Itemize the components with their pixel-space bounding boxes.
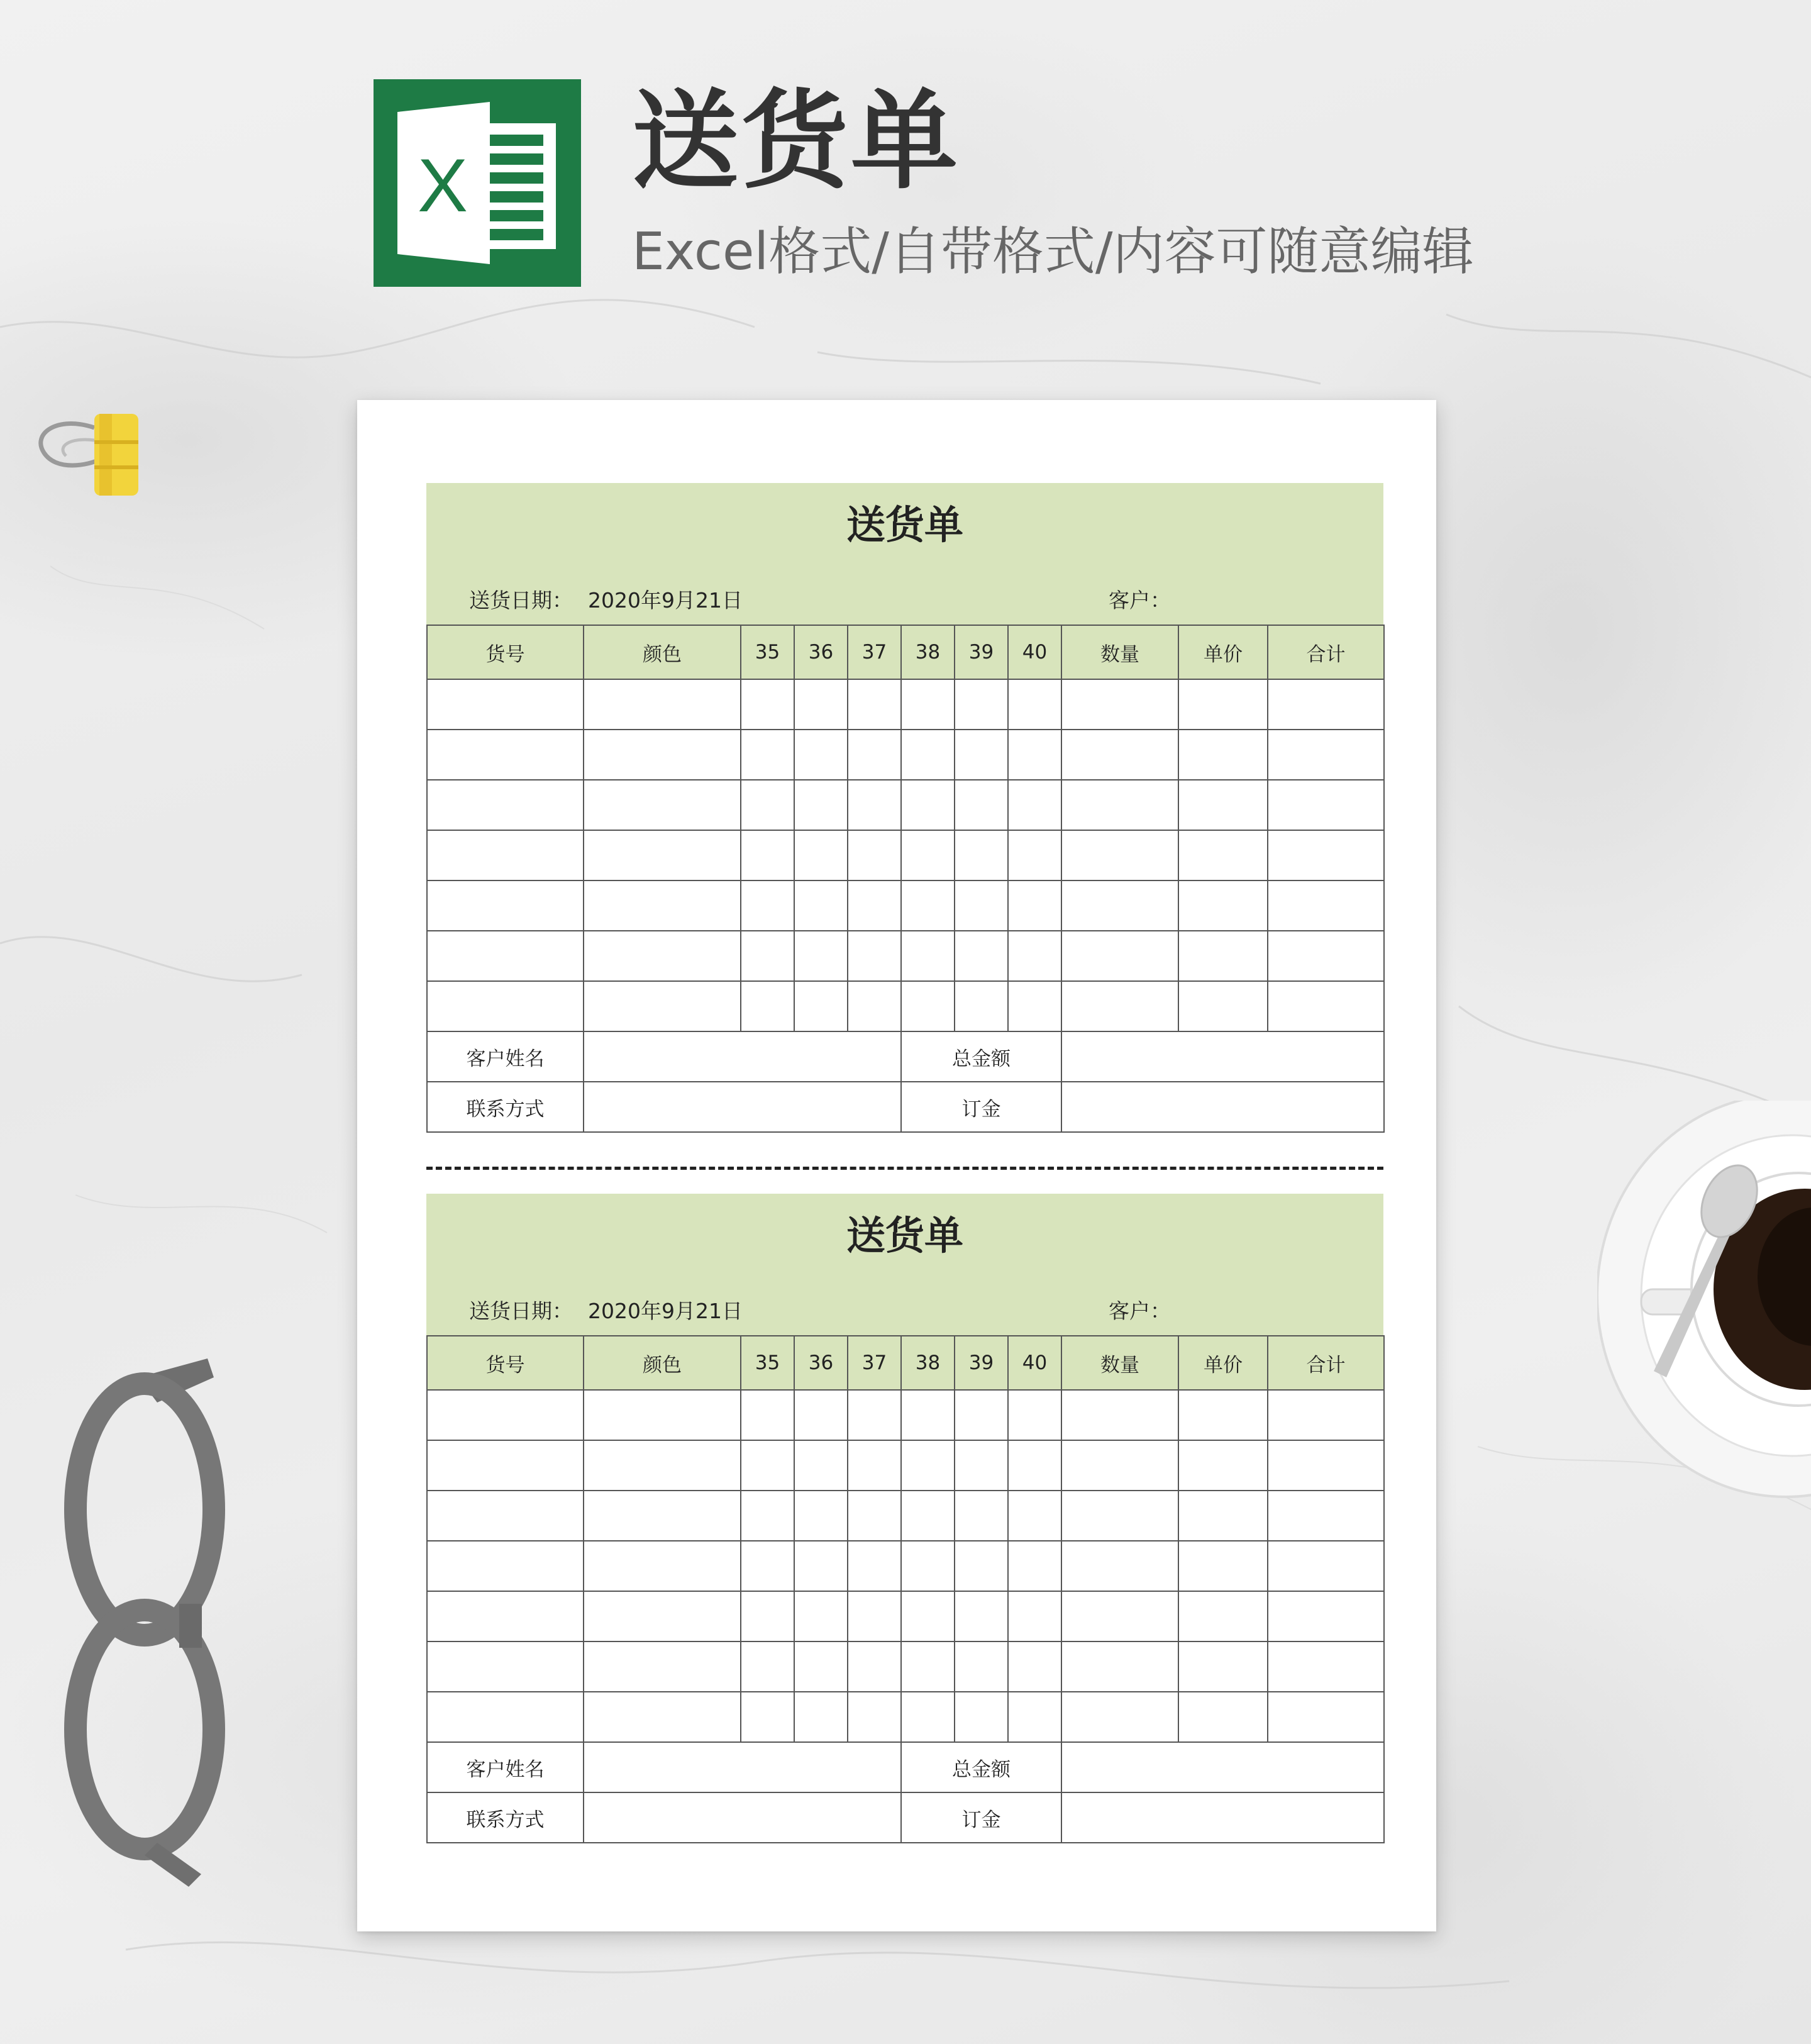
table-cell[interactable]: [427, 1591, 584, 1641]
table-cell[interactable]: [1061, 730, 1178, 780]
col-header: 货号: [427, 625, 584, 679]
table-row: [427, 1591, 1384, 1641]
table-cell[interactable]: [1008, 1641, 1061, 1692]
page-subtitle: Excel格式/自带格式/内容可随意编辑: [632, 222, 1474, 282]
table-cell[interactable]: [427, 1440, 584, 1491]
table-cell[interactable]: [584, 679, 741, 730]
table-cell[interactable]: [1268, 1641, 1384, 1692]
table-cell[interactable]: [584, 1541, 741, 1591]
deposit-cell[interactable]: [1061, 1792, 1384, 1843]
table-cell[interactable]: [1008, 1440, 1061, 1491]
delivery-form-1: [426, 483, 1383, 1133]
table-row: [427, 1390, 1384, 1440]
table-body: [427, 679, 1384, 1031]
table-cell[interactable]: [427, 931, 584, 981]
table-header-row: [427, 1336, 1384, 1390]
customer-name-cell[interactable]: [584, 1031, 901, 1082]
table-cell[interactable]: [848, 730, 901, 780]
table-cell[interactable]: [955, 830, 1008, 880]
table-cell[interactable]: [1178, 1591, 1268, 1641]
table-cell[interactable]: [1008, 679, 1061, 730]
date-value[interactable]: 2020年9月21日: [588, 1299, 743, 1323]
table-cell[interactable]: [794, 1641, 848, 1692]
table-cell[interactable]: [1061, 830, 1178, 880]
table-cell[interactable]: [1268, 780, 1384, 830]
table-cell[interactable]: [741, 880, 794, 931]
table-cell[interactable]: [1178, 679, 1268, 730]
table-cell[interactable]: [427, 981, 584, 1031]
table-cell[interactable]: [955, 1692, 1008, 1742]
table-cell[interactable]: [1008, 981, 1061, 1031]
table-cell[interactable]: [901, 1440, 955, 1491]
deposit-cell[interactable]: [1061, 1082, 1384, 1132]
table-cell[interactable]: [1178, 730, 1268, 780]
table-cell[interactable]: [955, 1641, 1008, 1692]
table-cell[interactable]: [901, 1491, 955, 1541]
table-cell[interactable]: [1061, 1491, 1178, 1541]
table-cell[interactable]: [741, 1440, 794, 1491]
col-header: 单价: [1178, 625, 1268, 679]
table-cell[interactable]: [741, 730, 794, 780]
col-header: 数量: [1061, 625, 1178, 679]
col-header: 合计: [1268, 1336, 1384, 1390]
table-cell[interactable]: [1268, 1692, 1384, 1742]
table-cell[interactable]: [1178, 1541, 1268, 1591]
table-cell[interactable]: [901, 1641, 955, 1692]
deposit-label: 订金: [901, 1792, 1061, 1843]
col-header: 数量: [1061, 1336, 1178, 1390]
cut-line-divider: [426, 1167, 1383, 1170]
table-cell[interactable]: [794, 931, 848, 981]
table-cell[interactable]: [848, 780, 901, 830]
table-cell[interactable]: [848, 1541, 901, 1591]
table-cell[interactable]: [794, 830, 848, 880]
customer-label: 客户：: [1109, 1299, 1171, 1323]
table-cell[interactable]: [1268, 830, 1384, 880]
table-cell[interactable]: [741, 1591, 794, 1641]
table-cell[interactable]: [901, 1390, 955, 1440]
total-amount-label: 总金额: [901, 1742, 1061, 1792]
excel-logo-letter: X: [417, 143, 468, 228]
footer-row-customer: [427, 1031, 1384, 1082]
col-header: 39: [955, 625, 1008, 679]
table-cell[interactable]: [1008, 830, 1061, 880]
table-cell[interactable]: [1061, 880, 1178, 931]
table-cell[interactable]: [848, 1641, 901, 1692]
table-cell[interactable]: [1268, 981, 1384, 1031]
table-cell[interactable]: [741, 1390, 794, 1440]
table-cell[interactable]: [1178, 981, 1268, 1031]
table-cell[interactable]: [584, 1641, 741, 1692]
footer-row-contact: [427, 1792, 1384, 1843]
table-cell[interactable]: [1178, 880, 1268, 931]
table-cell[interactable]: [584, 1440, 741, 1491]
table-cell[interactable]: [848, 931, 901, 981]
table-row: [427, 1692, 1384, 1742]
total-amount-cell[interactable]: [1061, 1742, 1384, 1792]
col-header: 36: [794, 1336, 848, 1390]
table-cell[interactable]: [1008, 1390, 1061, 1440]
total-amount-label: 总金额: [901, 1031, 1061, 1082]
table-cell[interactable]: [1061, 679, 1178, 730]
table-cell[interactable]: [1268, 880, 1384, 931]
table-cell[interactable]: [955, 1591, 1008, 1641]
goods-table: [426, 1335, 1385, 1843]
table-cell[interactable]: [955, 730, 1008, 780]
table-cell[interactable]: [848, 1390, 901, 1440]
table-cell[interactable]: [1268, 1390, 1384, 1440]
table-cell[interactable]: [427, 780, 584, 830]
table-cell[interactable]: [848, 1491, 901, 1541]
table-cell[interactable]: [1061, 1692, 1178, 1742]
form-title: 送货单: [846, 1213, 963, 1258]
table-cell[interactable]: [901, 730, 955, 780]
table-cell[interactable]: [955, 1440, 1008, 1491]
col-header: 35: [741, 625, 794, 679]
table-cell[interactable]: [955, 1390, 1008, 1440]
table-cell[interactable]: [901, 679, 955, 730]
table-cell[interactable]: [741, 931, 794, 981]
col-header: 38: [901, 625, 955, 679]
table-cell[interactable]: [1061, 981, 1178, 1031]
table-cell[interactable]: [1268, 1591, 1384, 1641]
table-cell[interactable]: [1008, 780, 1061, 830]
form-header: [426, 483, 1383, 625]
table-row: [427, 981, 1384, 1031]
form-header: [426, 1194, 1383, 1335]
table-cell[interactable]: [1268, 1440, 1384, 1491]
table-cell[interactable]: [901, 1692, 955, 1742]
table-row: [427, 880, 1384, 931]
table-cell[interactable]: [584, 981, 741, 1031]
table-cell[interactable]: [584, 931, 741, 981]
table-cell[interactable]: [901, 780, 955, 830]
table-cell[interactable]: [1061, 1440, 1178, 1491]
table-cell[interactable]: [741, 780, 794, 830]
table-cell[interactable]: [901, 880, 955, 931]
table-cell[interactable]: [848, 1440, 901, 1491]
table-cell[interactable]: [955, 780, 1008, 830]
col-header: 40: [1008, 625, 1061, 679]
table-cell[interactable]: [848, 880, 901, 931]
table-cell[interactable]: [1008, 880, 1061, 931]
col-header: 货号: [427, 1336, 584, 1390]
table-cell[interactable]: [1268, 931, 1384, 981]
table-cell[interactable]: [584, 1692, 741, 1742]
col-header: 合计: [1268, 625, 1384, 679]
table-cell[interactable]: [794, 1390, 848, 1440]
table-cell[interactable]: [1178, 931, 1268, 981]
table-row: [427, 1541, 1384, 1591]
table-cell[interactable]: [1268, 730, 1384, 780]
col-header: 颜色: [584, 1336, 741, 1390]
table-cell[interactable]: [848, 1692, 901, 1742]
table-cell[interactable]: [427, 730, 584, 780]
table-cell[interactable]: [1268, 1491, 1384, 1541]
table-cell[interactable]: [955, 880, 1008, 931]
table-row: [427, 1491, 1384, 1541]
table-cell[interactable]: [584, 1591, 741, 1641]
col-header: 37: [848, 1336, 901, 1390]
table-cell[interactable]: [794, 730, 848, 780]
delivery-form-2: [426, 1194, 1383, 1843]
form-title: 送货单: [846, 502, 963, 548]
contact-label: 联系方式: [427, 1082, 584, 1132]
table-row: [427, 780, 1384, 830]
table-cell[interactable]: [1178, 1491, 1268, 1541]
table-row: [427, 679, 1384, 730]
date-label: 送货日期：: [469, 1299, 573, 1323]
table-cell[interactable]: [741, 1541, 794, 1591]
table-cell[interactable]: [794, 1591, 848, 1641]
customer-label: 客户：: [1109, 588, 1171, 613]
table-cell[interactable]: [584, 780, 741, 830]
table-cell[interactable]: [1178, 1692, 1268, 1742]
footer-row-contact: [427, 1082, 1384, 1132]
table-cell[interactable]: [955, 931, 1008, 981]
table-cell[interactable]: [1061, 780, 1178, 830]
table-cell[interactable]: [1061, 1541, 1178, 1591]
table-cell[interactable]: [741, 1641, 794, 1692]
table-cell[interactable]: [741, 1692, 794, 1742]
table-row: [427, 1641, 1384, 1692]
col-header: 39: [955, 1336, 1008, 1390]
coffee-cup-icon: [1597, 1101, 1811, 1541]
table-cell[interactable]: [794, 981, 848, 1031]
table-cell[interactable]: [1178, 1641, 1268, 1692]
table-row: [427, 931, 1384, 981]
table-cell[interactable]: [955, 981, 1008, 1031]
table-cell[interactable]: [794, 1541, 848, 1591]
table-cell[interactable]: [741, 679, 794, 730]
table-cell[interactable]: [901, 1591, 955, 1641]
table-cell[interactable]: [901, 1541, 955, 1591]
table-cell[interactable]: [427, 679, 584, 730]
customer-name-label: 客户姓名: [427, 1742, 584, 1792]
table-cell[interactable]: [1061, 931, 1178, 981]
table-cell[interactable]: [741, 830, 794, 880]
table-cell[interactable]: [955, 679, 1008, 730]
table-row: [427, 830, 1384, 880]
table-cell[interactable]: [794, 1491, 848, 1541]
table-cell[interactable]: [427, 1491, 584, 1541]
footer-row-customer: [427, 1742, 1384, 1792]
table-cell[interactable]: [901, 830, 955, 880]
glasses-icon: [63, 1352, 239, 1893]
contact-label: 联系方式: [427, 1792, 584, 1843]
table-cell[interactable]: [1268, 679, 1384, 730]
col-header: 40: [1008, 1336, 1061, 1390]
table-cell[interactable]: [794, 679, 848, 730]
table-cell[interactable]: [1178, 1390, 1268, 1440]
table-cell[interactable]: [1008, 1692, 1061, 1742]
table-cell[interactable]: [584, 730, 741, 780]
col-header: 36: [794, 625, 848, 679]
col-header: 颜色: [584, 625, 741, 679]
excel-logo-icon: [374, 79, 581, 287]
table-cell[interactable]: [794, 780, 848, 830]
customer-name-cell[interactable]: [584, 1742, 901, 1792]
customer-name-label: 客户姓名: [427, 1031, 584, 1082]
table-cell[interactable]: [901, 931, 955, 981]
table-cell[interactable]: [584, 830, 741, 880]
table-cell[interactable]: [741, 981, 794, 1031]
table-cell[interactable]: [1061, 1390, 1178, 1440]
table-body: [427, 1390, 1384, 1742]
table-header-row: [427, 625, 1384, 679]
table-cell[interactable]: [901, 981, 955, 1031]
paper-sheet: [357, 400, 1436, 1931]
table-cell[interactable]: [427, 1390, 584, 1440]
table-cell[interactable]: [794, 880, 848, 931]
table-cell[interactable]: [1268, 1541, 1384, 1591]
table-cell[interactable]: [1008, 1541, 1061, 1591]
table-cell[interactable]: [1008, 1591, 1061, 1641]
date-value[interactable]: 2020年9月21日: [588, 588, 743, 613]
table-cell[interactable]: [427, 1641, 584, 1692]
col-header: 35: [741, 1336, 794, 1390]
date-label: 送货日期：: [469, 588, 573, 613]
table-cell[interactable]: [741, 1491, 794, 1541]
deposit-label: 订金: [901, 1082, 1061, 1132]
table-row: [427, 730, 1384, 780]
contact-cell[interactable]: [584, 1082, 901, 1132]
table-cell[interactable]: [1178, 780, 1268, 830]
table-cell[interactable]: [794, 1440, 848, 1491]
table-cell[interactable]: [427, 1692, 584, 1742]
col-header: 38: [901, 1336, 955, 1390]
table-cell[interactable]: [1178, 1440, 1268, 1491]
goods-table: [426, 625, 1385, 1133]
table-cell[interactable]: [1008, 730, 1061, 780]
table-cell[interactable]: [1178, 830, 1268, 880]
table-cell[interactable]: [584, 1390, 741, 1440]
col-header: 37: [848, 625, 901, 679]
table-row: [427, 1440, 1384, 1491]
table-cell[interactable]: [848, 1591, 901, 1641]
col-header: 单价: [1178, 1336, 1268, 1390]
contact-cell[interactable]: [584, 1792, 901, 1843]
table-cell[interactable]: [427, 1541, 584, 1591]
table-cell[interactable]: [1008, 931, 1061, 981]
table-cell[interactable]: [427, 880, 584, 931]
table-cell[interactable]: [1061, 1641, 1178, 1692]
table-cell[interactable]: [794, 1692, 848, 1742]
table-cell[interactable]: [955, 1541, 1008, 1591]
page-title: 送货单: [632, 79, 961, 204]
binder-clip-icon: [31, 403, 151, 503]
total-amount-cell[interactable]: [1061, 1031, 1384, 1082]
table-cell[interactable]: [848, 830, 901, 880]
table-cell[interactable]: [1061, 1591, 1178, 1641]
table-cell[interactable]: [584, 1491, 741, 1541]
table-cell[interactable]: [848, 679, 901, 730]
table-cell[interactable]: [584, 880, 741, 931]
table-cell[interactable]: [427, 830, 584, 880]
table-cell[interactable]: [955, 1491, 1008, 1541]
table-cell[interactable]: [1008, 1491, 1061, 1541]
table-cell[interactable]: [848, 981, 901, 1031]
